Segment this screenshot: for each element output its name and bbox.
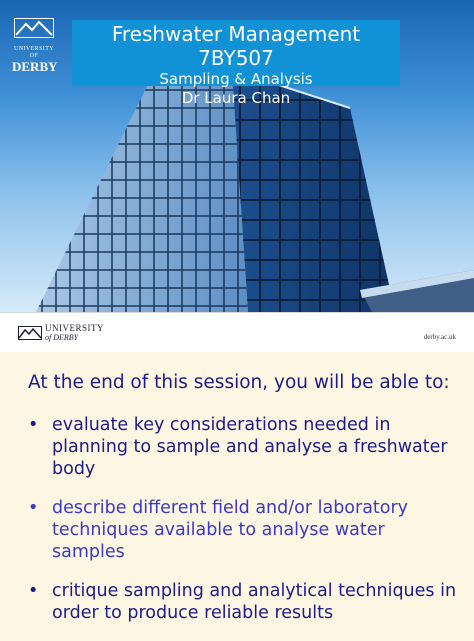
- logo-line2: DERBY: [12, 59, 58, 74]
- list-item-text: describe different field and/or laboratory techniques available to analyse water samples: [52, 498, 409, 562]
- objectives-list: [28, 414, 458, 641]
- slide-author: Dr Laura Chan: [181, 89, 291, 107]
- bullet-icon: •: [28, 415, 39, 435]
- slide-subtitle: Sampling & Analysis: [159, 70, 313, 88]
- mountain-logo-icon: [14, 18, 54, 38]
- list-item: [28, 414, 458, 480]
- objectives-slide: [0, 352, 474, 632]
- footer-url[interactable]: derby.ac.uk: [423, 333, 456, 341]
- bullet-icon: •: [28, 498, 39, 518]
- list-item: [28, 497, 458, 563]
- footer-logo-line2: of DERBY: [45, 333, 79, 342]
- university-logo: [12, 18, 56, 74]
- footer-logo-line1: UNIVERSITY: [45, 323, 104, 333]
- title-slide: [0, 0, 474, 312]
- slide-footer: [0, 312, 474, 354]
- list-item: [28, 580, 458, 624]
- slide-title: Freshwater Management 7BY507: [111, 22, 361, 70]
- bullet-icon: •: [28, 581, 39, 601]
- list-item-text: critique sampling and analytical techniques in order to produce reliable results: [52, 581, 457, 623]
- list-item-text: evaluate key considerations needed in planning to sample and analyse a freshwater body: [52, 415, 448, 479]
- title-box: [72, 20, 400, 107]
- objectives-intro: At the end of this session, you will be able to:: [28, 372, 450, 393]
- footer-mountain-icon: [18, 326, 42, 340]
- logo-line1: UNIVERSITY OF: [14, 46, 54, 59]
- footer-logo: [18, 324, 104, 342]
